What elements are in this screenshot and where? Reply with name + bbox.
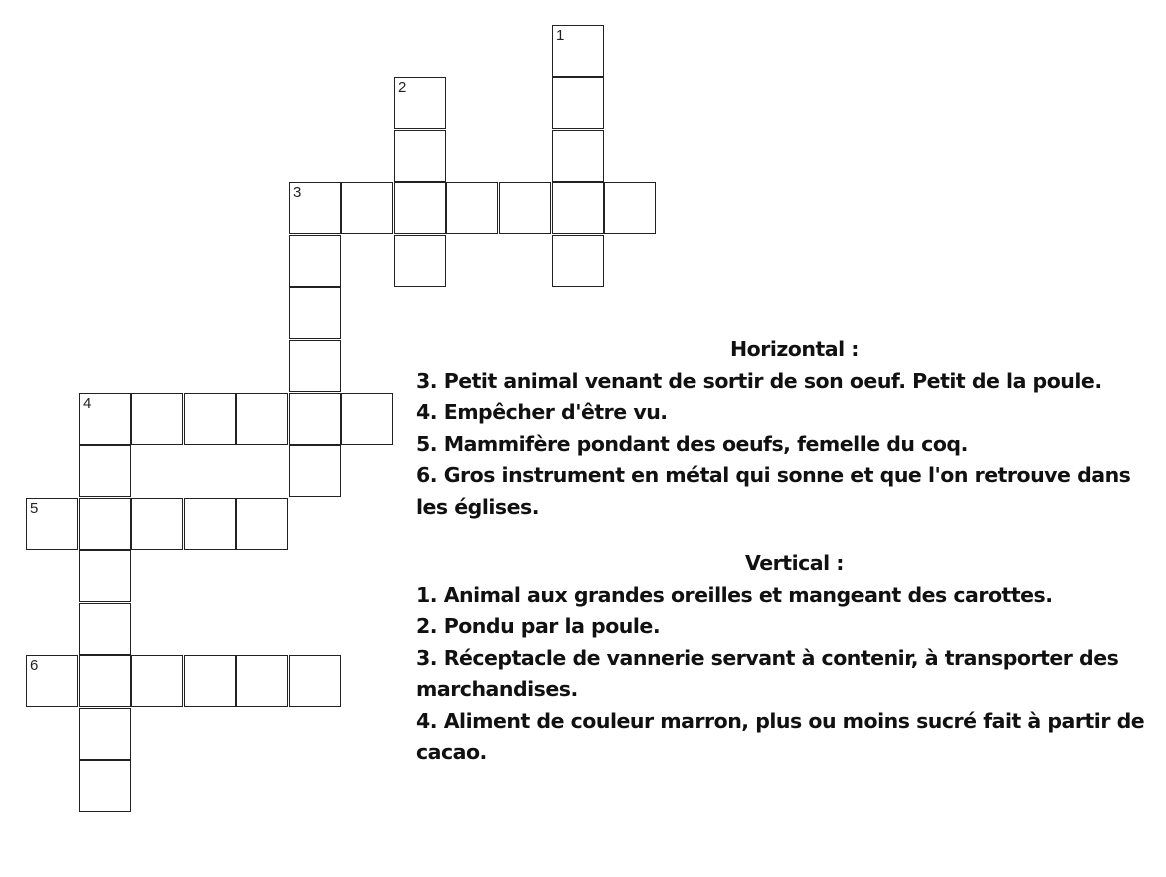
crossword-cell[interactable] (552, 77, 604, 129)
crossword-cell[interactable] (289, 655, 341, 707)
crossword-cell[interactable] (236, 498, 288, 550)
crossword-cell[interactable] (131, 655, 183, 707)
crossword-cell[interactable] (604, 182, 656, 234)
horizontal-clue-6: 6. Gros instrument en métal qui sonne et que l'on retrouve dans les églises. (416, 463, 1131, 519)
clue-number-6: 6 (30, 657, 39, 674)
clue-number-1: 1 (556, 27, 565, 44)
crossword-cell[interactable] (79, 603, 131, 655)
clue-section-spacer (416, 523, 1161, 548)
vertical-clue-3: 3. Réceptacle de vannerie servant à contenir, à transporter des marchandises. (416, 645, 1119, 701)
crossword-cell[interactable] (79, 760, 131, 812)
crossword-cell[interactable] (79, 445, 131, 497)
horizontal-heading: Horizontal : (730, 337, 859, 361)
crossword-cell[interactable] (341, 182, 393, 234)
crossword-cell[interactable] (394, 130, 446, 182)
crossword-cell[interactable] (79, 498, 131, 550)
crossword-cell[interactable] (341, 393, 393, 445)
crossword-cell[interactable] (79, 708, 131, 760)
horizontal-clue-3: 3. Petit animal venant de sortir de son oeuf. Petit de la poule. (416, 368, 1102, 393)
clue-number-2: 2 (398, 79, 407, 96)
vertical-clue-4: 4. Aliment de couleur marron, plus ou moins sucré fait à partir de cacao. (416, 708, 1145, 764)
crossword-cell[interactable] (394, 77, 446, 129)
crossword-cell[interactable] (184, 393, 236, 445)
crossword-cell[interactable] (79, 550, 131, 602)
crossword-cell[interactable] (26, 655, 78, 707)
crossword-cell[interactable] (394, 235, 446, 287)
horizontal-clue-4: 4. Empêcher d'être vu. (416, 400, 668, 424)
crossword-cell[interactable] (289, 287, 341, 339)
clue-number-5: 5 (30, 500, 39, 517)
clues-panel (416, 334, 1161, 769)
horizontal-clue-5: 5. Mammifère pondant des oeufs, femelle du coq. (416, 431, 968, 456)
crossword-cell[interactable] (499, 182, 551, 234)
crossword-cell[interactable] (552, 25, 604, 77)
clue-number-3: 3 (293, 184, 302, 201)
crossword-cell[interactable] (184, 498, 236, 550)
crossword-cell[interactable] (79, 655, 131, 707)
crossword-cell[interactable] (79, 393, 131, 445)
crossword-cell[interactable] (289, 182, 341, 234)
crossword-cell[interactable] (289, 445, 341, 497)
crossword-cell[interactable] (289, 235, 341, 287)
crossword-cell[interactable] (26, 498, 78, 550)
crossword-cell[interactable] (131, 498, 183, 550)
crossword-cell[interactable] (552, 182, 604, 234)
crossword-cell[interactable] (289, 340, 341, 392)
clue-number-4: 4 (83, 395, 92, 412)
vertical-heading: Vertical : (745, 551, 844, 575)
crossword-cell[interactable] (236, 655, 288, 707)
vertical-clue-1: 1. Animal aux grandes oreilles et mangeant des carottes. (416, 582, 1053, 607)
crossword-cell[interactable] (552, 235, 604, 287)
crossword-cell[interactable] (131, 393, 183, 445)
crossword-cell[interactable] (552, 130, 604, 182)
crossword-cell[interactable] (184, 655, 236, 707)
crossword-cell[interactable] (236, 393, 288, 445)
crossword-cell[interactable] (289, 393, 341, 445)
vertical-clue-2: 2. Pondu par la poule. (416, 614, 661, 638)
crossword-cell[interactable] (394, 182, 446, 234)
crossword-cell[interactable] (446, 182, 498, 234)
